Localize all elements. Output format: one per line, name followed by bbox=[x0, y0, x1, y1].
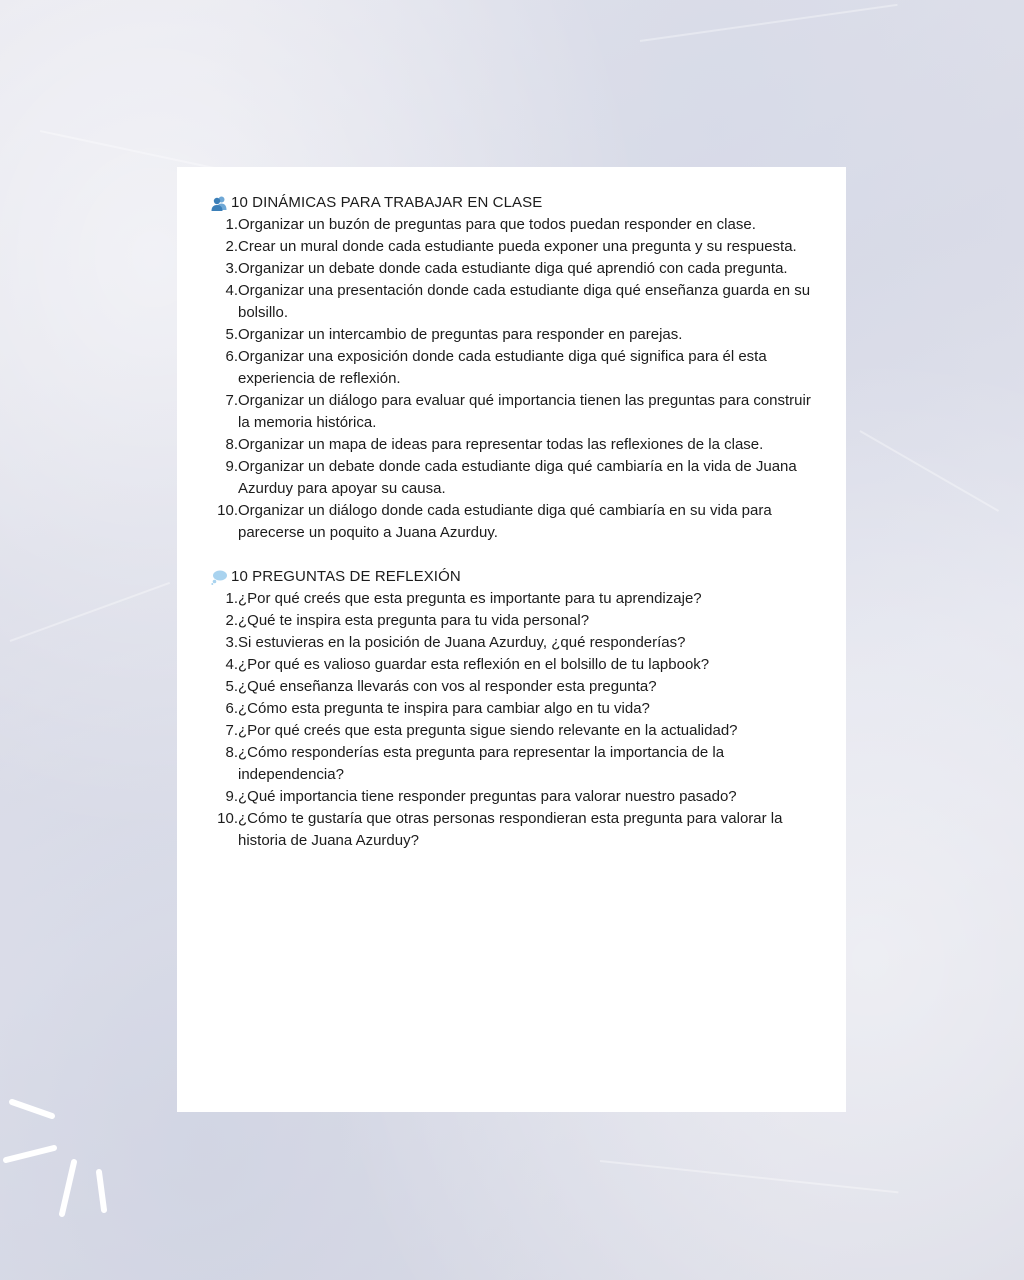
list-item bbox=[211, 280, 822, 324]
item-number: 3. bbox=[225, 260, 238, 277]
item-number: 2. bbox=[225, 238, 238, 255]
list-item bbox=[211, 720, 822, 742]
paper-crease bbox=[640, 4, 898, 42]
item-number: 2. bbox=[225, 612, 238, 629]
item-number: 6. bbox=[225, 348, 238, 365]
reflection-list bbox=[211, 588, 822, 852]
item-text: Organizar un mapa de ideas para representar todas las reflexiones de la clase. bbox=[238, 436, 764, 453]
item-text: Organizar un intercambio de preguntas para responder en parejas. bbox=[238, 326, 683, 343]
list-item bbox=[211, 434, 822, 456]
thought-bubble-icon bbox=[211, 569, 227, 585]
list-item bbox=[211, 390, 822, 434]
item-number: 5. bbox=[225, 678, 238, 695]
item-text: ¿Por qué es valioso guardar esta reflexión en el bolsillo de tu lapbook? bbox=[238, 656, 710, 673]
section-heading bbox=[211, 566, 822, 588]
item-text: ¿Por qué creés que esta pregunta sigue siendo relevante en la actualidad? bbox=[238, 722, 738, 739]
item-text: Si estuvieras en la posición de Juana Azurduy, ¿qué responderías? bbox=[238, 634, 686, 651]
item-text: ¿Cómo te gustaría que otras personas respondieran esta pregunta para valorar la historia de Juana Azurduy? bbox=[238, 810, 783, 849]
item-text: ¿Cómo esta pregunta te inspira para cambiar algo en tu vida? bbox=[238, 700, 650, 717]
item-number: 8. bbox=[225, 744, 238, 761]
item-number: 3. bbox=[225, 634, 238, 651]
list-item bbox=[211, 500, 822, 544]
document-sheet bbox=[177, 167, 846, 1112]
item-number: 4. bbox=[225, 656, 238, 673]
list-item bbox=[211, 610, 822, 632]
section-title: 10 DINÁMICAS PARA TRABAJAR EN CLASE bbox=[231, 194, 543, 211]
list-item bbox=[211, 698, 822, 720]
item-text: ¿Qué te inspira esta pregunta para tu vida personal? bbox=[238, 612, 590, 629]
list-item bbox=[211, 346, 822, 390]
list-item bbox=[211, 654, 822, 676]
item-number: 10. bbox=[217, 810, 238, 827]
list-item bbox=[211, 632, 822, 654]
sparkle-decoration-icon bbox=[0, 1090, 130, 1230]
item-text: Organizar un debate donde cada estudiante diga qué aprendió con cada pregunta. bbox=[238, 260, 788, 277]
paper-crease bbox=[860, 430, 1000, 512]
list-item bbox=[211, 676, 822, 698]
item-text: ¿Qué importancia tiene responder preguntas para valorar nuestro pasado? bbox=[238, 788, 737, 805]
item-text: ¿Por qué creés que esta pregunta es importante para tu aprendizaje? bbox=[238, 590, 702, 607]
people-icon bbox=[211, 195, 227, 211]
item-text: Organizar un diálogo para evaluar qué importancia tienen las preguntas para construir la memoria histórica. bbox=[238, 392, 811, 431]
item-text: Organizar una presentación donde cada estudiante diga qué enseñanza guarda en su bolsillo. bbox=[238, 282, 811, 321]
item-number: 9. bbox=[225, 458, 238, 475]
item-number: 10. bbox=[217, 502, 238, 519]
item-text: ¿Qué enseñanza llevarás con vos al responder esta pregunta? bbox=[238, 678, 657, 695]
list-item bbox=[211, 324, 822, 346]
item-text: Organizar un debate donde cada estudiante diga qué cambiaría en la vida de Juana Azurduy para apoyar su causa. bbox=[238, 458, 797, 497]
list-item bbox=[211, 456, 822, 500]
item-number: 1. bbox=[225, 216, 238, 233]
item-number: 6. bbox=[225, 700, 238, 717]
item-text: Organizar una exposición donde cada estudiante diga qué significa para él esta experiencia de reflexión. bbox=[238, 348, 767, 387]
item-number: 8. bbox=[225, 436, 238, 453]
item-number: 4. bbox=[225, 282, 238, 299]
dynamics-list bbox=[211, 214, 822, 544]
item-text: ¿Cómo responderías esta pregunta para representar la importancia de la independencia? bbox=[238, 744, 725, 783]
list-item bbox=[211, 786, 822, 808]
list-item bbox=[211, 742, 822, 786]
section-heading bbox=[211, 192, 822, 214]
paper-crease bbox=[10, 582, 170, 642]
item-number: 7. bbox=[225, 722, 238, 739]
item-text: Organizar un diálogo donde cada estudiante diga qué cambiaría en su vida para parecerse un poquito a Juana Azurduy. bbox=[238, 502, 772, 541]
list-item bbox=[211, 258, 822, 280]
reflection-section bbox=[211, 566, 822, 852]
list-item bbox=[211, 808, 822, 852]
item-number: 9. bbox=[225, 788, 238, 805]
section-title: 10 PREGUNTAS DE REFLEXIÓN bbox=[231, 568, 461, 585]
list-item bbox=[211, 214, 822, 236]
list-item bbox=[211, 236, 822, 258]
list-item bbox=[211, 588, 822, 610]
item-number: 7. bbox=[225, 392, 238, 409]
paper-crease bbox=[600, 1160, 899, 1193]
item-text: Crear un mural donde cada estudiante pueda exponer una pregunta y su respuesta. bbox=[238, 238, 797, 255]
item-number: 5. bbox=[225, 326, 238, 343]
dynamics-section bbox=[211, 192, 822, 544]
item-text: Organizar un buzón de preguntas para que todos puedan responder en clase. bbox=[238, 216, 756, 233]
item-number: 1. bbox=[225, 590, 238, 607]
